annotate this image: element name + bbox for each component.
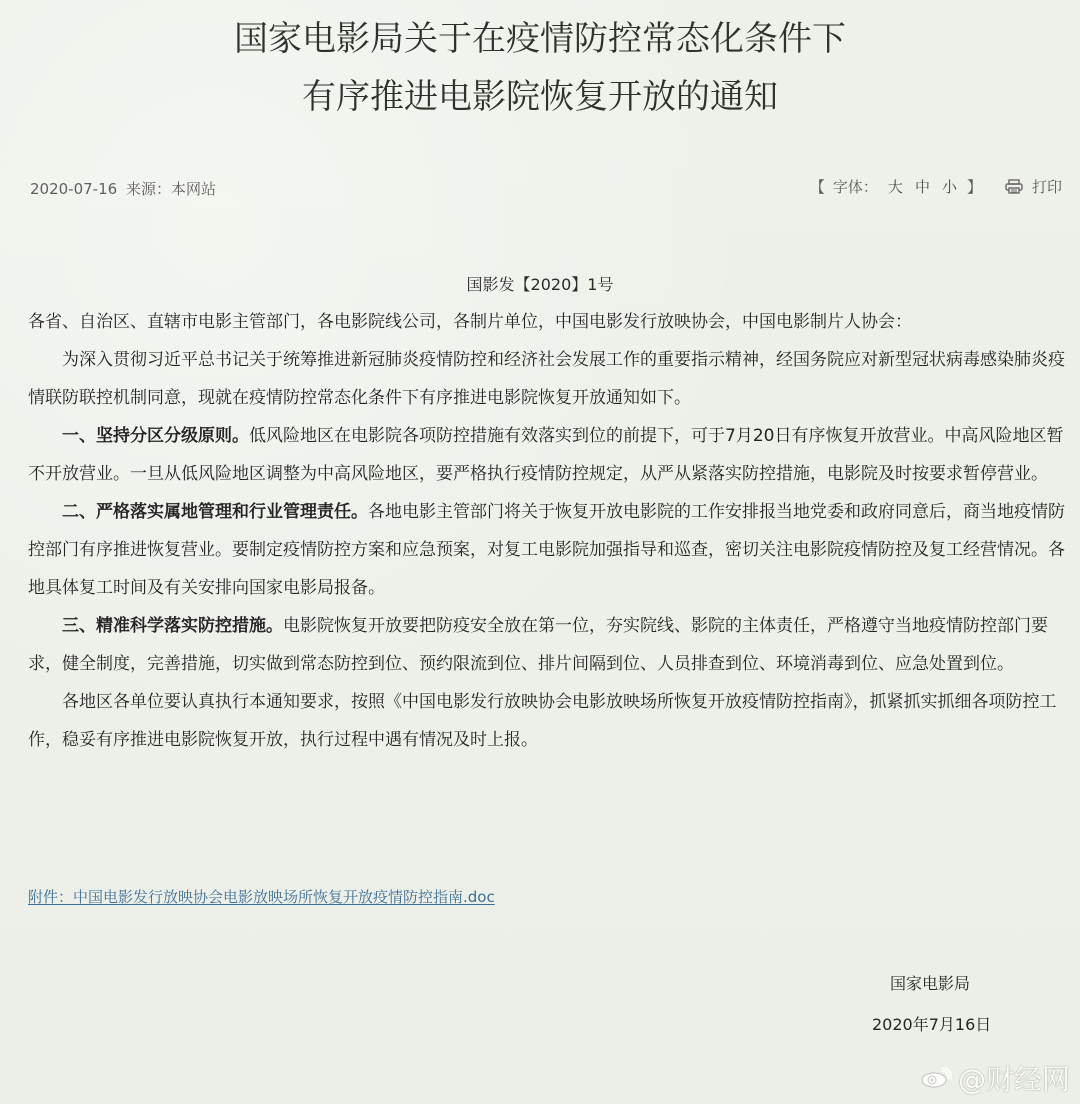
page-title-line-2: 有序推进电影院恢复开放的通知 (302, 77, 778, 117)
source-watermark (918, 1058, 1070, 1098)
section-2 (28, 493, 1068, 607)
section-3-heading: 三、精准科学落实防控措施。 (62, 616, 283, 636)
attachment-row (28, 886, 495, 907)
section-3 (28, 607, 1068, 683)
closing-paragraph: 各地区各单位要认真执行本通知要求，按照《中国电影发行放映协会电影放映场所恢复开放疫情防控指南》，抓紧抓实抓细各项防控工作，稳妥有序推进电影院恢复开放，执行过程中遇有情况及时上报。 (28, 692, 1057, 750)
article-tools (810, 176, 1062, 197)
printer-icon (1004, 179, 1024, 195)
print-label: 打印 (1031, 178, 1062, 196)
section-2-heading: 二、严格落实属地管理和行业管理责任。 (62, 502, 368, 522)
watermark-text: @财经网 (957, 1063, 1070, 1096)
font-switcher-close-bracket: 】 (966, 178, 982, 196)
font-size-switcher (810, 176, 982, 197)
document-body (28, 303, 1068, 759)
font-size-large-button[interactable]: 大 (887, 178, 903, 196)
section-1-body: 低风险地区在电影院各项防控措施有效落实到位的前提下，可于7月20日有序恢复开放营业。中高风险地区暂不开放营业。一旦从低风险地区调整为中高风险地区，要严格执行疫情防控规定，从严从紧落实防控措施，电影院及时按要求暂停营业。 (28, 426, 1064, 484)
intro-paragraph: 为深入贯彻习近平总书记关于统筹推进新冠肺炎疫情防控和经济社会发展工作的重要指示精神，经国务院应对新型冠状病毒感染肺炎疫情联防联控机制同意，现就在疫情防控常态化条件下有序推进电影院恢复开放通知如下。 (28, 350, 1065, 408)
issuer-name: 国家电影局 (890, 974, 971, 993)
section-2-body: 各地电影主管部门将关于恢复开放电影院的工作安排报当地党委和政府同意后，商当地疫情防控部门有序推进恢复营业。要制定疫情防控方案和应急预案，对复工电影院加强指导和巡查，密切关注电影院疫情防控及复工经营情况。各地具体复工时间及有关安排向国家电影局报备。 (28, 502, 1065, 598)
font-switcher-label: 字体： (832, 178, 878, 196)
weibo-icon (918, 1067, 952, 1089)
article-meta (30, 178, 216, 199)
addressee: 各省、自治区、直辖市电影主管部门，各电影院线公司，各制片单位，中国电影发行放映协会，中国电影制片人协会： (28, 312, 912, 332)
section-1-heading: 一、坚持分区分级原则。 (62, 426, 249, 446)
document-number: 国影发【2020】1号 (466, 275, 614, 294)
publish-date: 2020-07-16 (30, 180, 118, 198)
font-switcher-open-bracket: 【 (809, 178, 825, 196)
issue-date: 2020年7月16日 (872, 1015, 992, 1034)
source-label: 来源：本网站 (125, 180, 216, 198)
font-size-medium-button[interactable]: 中 (914, 178, 930, 196)
section-1 (28, 417, 1068, 493)
font-size-small-button[interactable]: 小 (941, 178, 957, 196)
print-button[interactable] (1004, 176, 1062, 197)
page-title-line-1: 国家电影局关于在疫情防控常态化条件下 (234, 19, 846, 59)
section-3-body: 电影院恢复开放要把防疫安全放在第一位，夯实院线、影院的主体责任，严格遵守当地疫情防控部门要求，健全制度，完善措施，切实做到常态防控到位、预约限流到位、排片间隔到位、人员排查到位、环境消毒到位、应急处置到位。 (28, 616, 1048, 674)
attachment-link[interactable]: 附件：中国电影发行放映协会电影放映场所恢复开放疫情防控指南.doc (28, 888, 495, 906)
